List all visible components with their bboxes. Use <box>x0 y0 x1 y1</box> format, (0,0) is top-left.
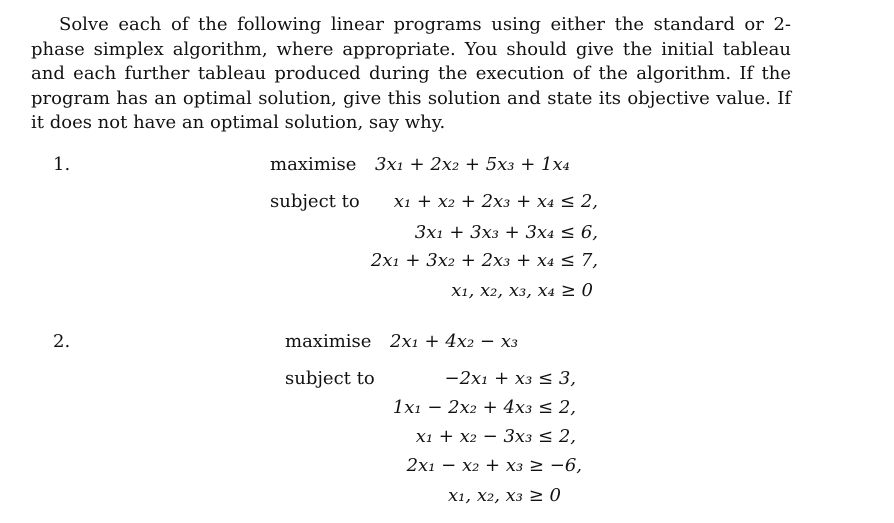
instructions-text: Solve each of the following linear programs using either the standard or 2-phase simplex algorithm, where appropriate. You should give the initial tableau and each further tableau produced during the execution of the algorithm. If the program has an optimal solution, give this solution and state its objective value. If it does not have an optimal solution, say why. <box>31 14 791 133</box>
problem-1-subject-label: subject to <box>270 191 360 212</box>
problem-2-nonnegativity: x₁, x₂, x₃ ≥ 0 <box>448 485 561 506</box>
problem-2-subject-label: subject to <box>285 368 375 389</box>
problem-2-number: 2. <box>53 331 71 352</box>
problem-2-maximise-label: maximise <box>285 331 372 352</box>
problem-2-constraint-1: −2x₁ + x₃ ≤ 3, <box>444 368 576 389</box>
instructions-paragraph <box>31 13 791 136</box>
problem-1-objective: 3x₁ + 2x₂ + 5x₃ + 1x₄ <box>375 154 570 175</box>
problem-2-objective: 2x₁ + 4x₂ − x₃ <box>390 331 519 352</box>
problem-2-constraint-2: 1x₁ − 2x₂ + 4x₃ ≤ 2, <box>392 397 576 418</box>
problem-1-constraint-2: 3x₁ + 3x₃ + 3x₄ ≤ 6, <box>414 222 598 243</box>
problem-1-constraint-3: 2x₁ + 3x₂ + 2x₃ + x₄ ≤ 7, <box>370 250 598 271</box>
problem-1-number: 1. <box>53 154 71 175</box>
problem-1-maximise-label: maximise <box>270 154 357 175</box>
problem-2-constraint-3: x₁ + x₂ − 3x₃ ≤ 2, <box>415 426 576 447</box>
problem-1-nonnegativity: x₁, x₂, x₃, x₄ ≥ 0 <box>451 280 593 301</box>
problem-2-constraint-4: 2x₁ − x₂ + x₃ ≥ −6, <box>406 455 582 476</box>
problem-1-constraint-1: x₁ + x₂ + 2x₃ + x₄ ≤ 2, <box>393 191 598 212</box>
